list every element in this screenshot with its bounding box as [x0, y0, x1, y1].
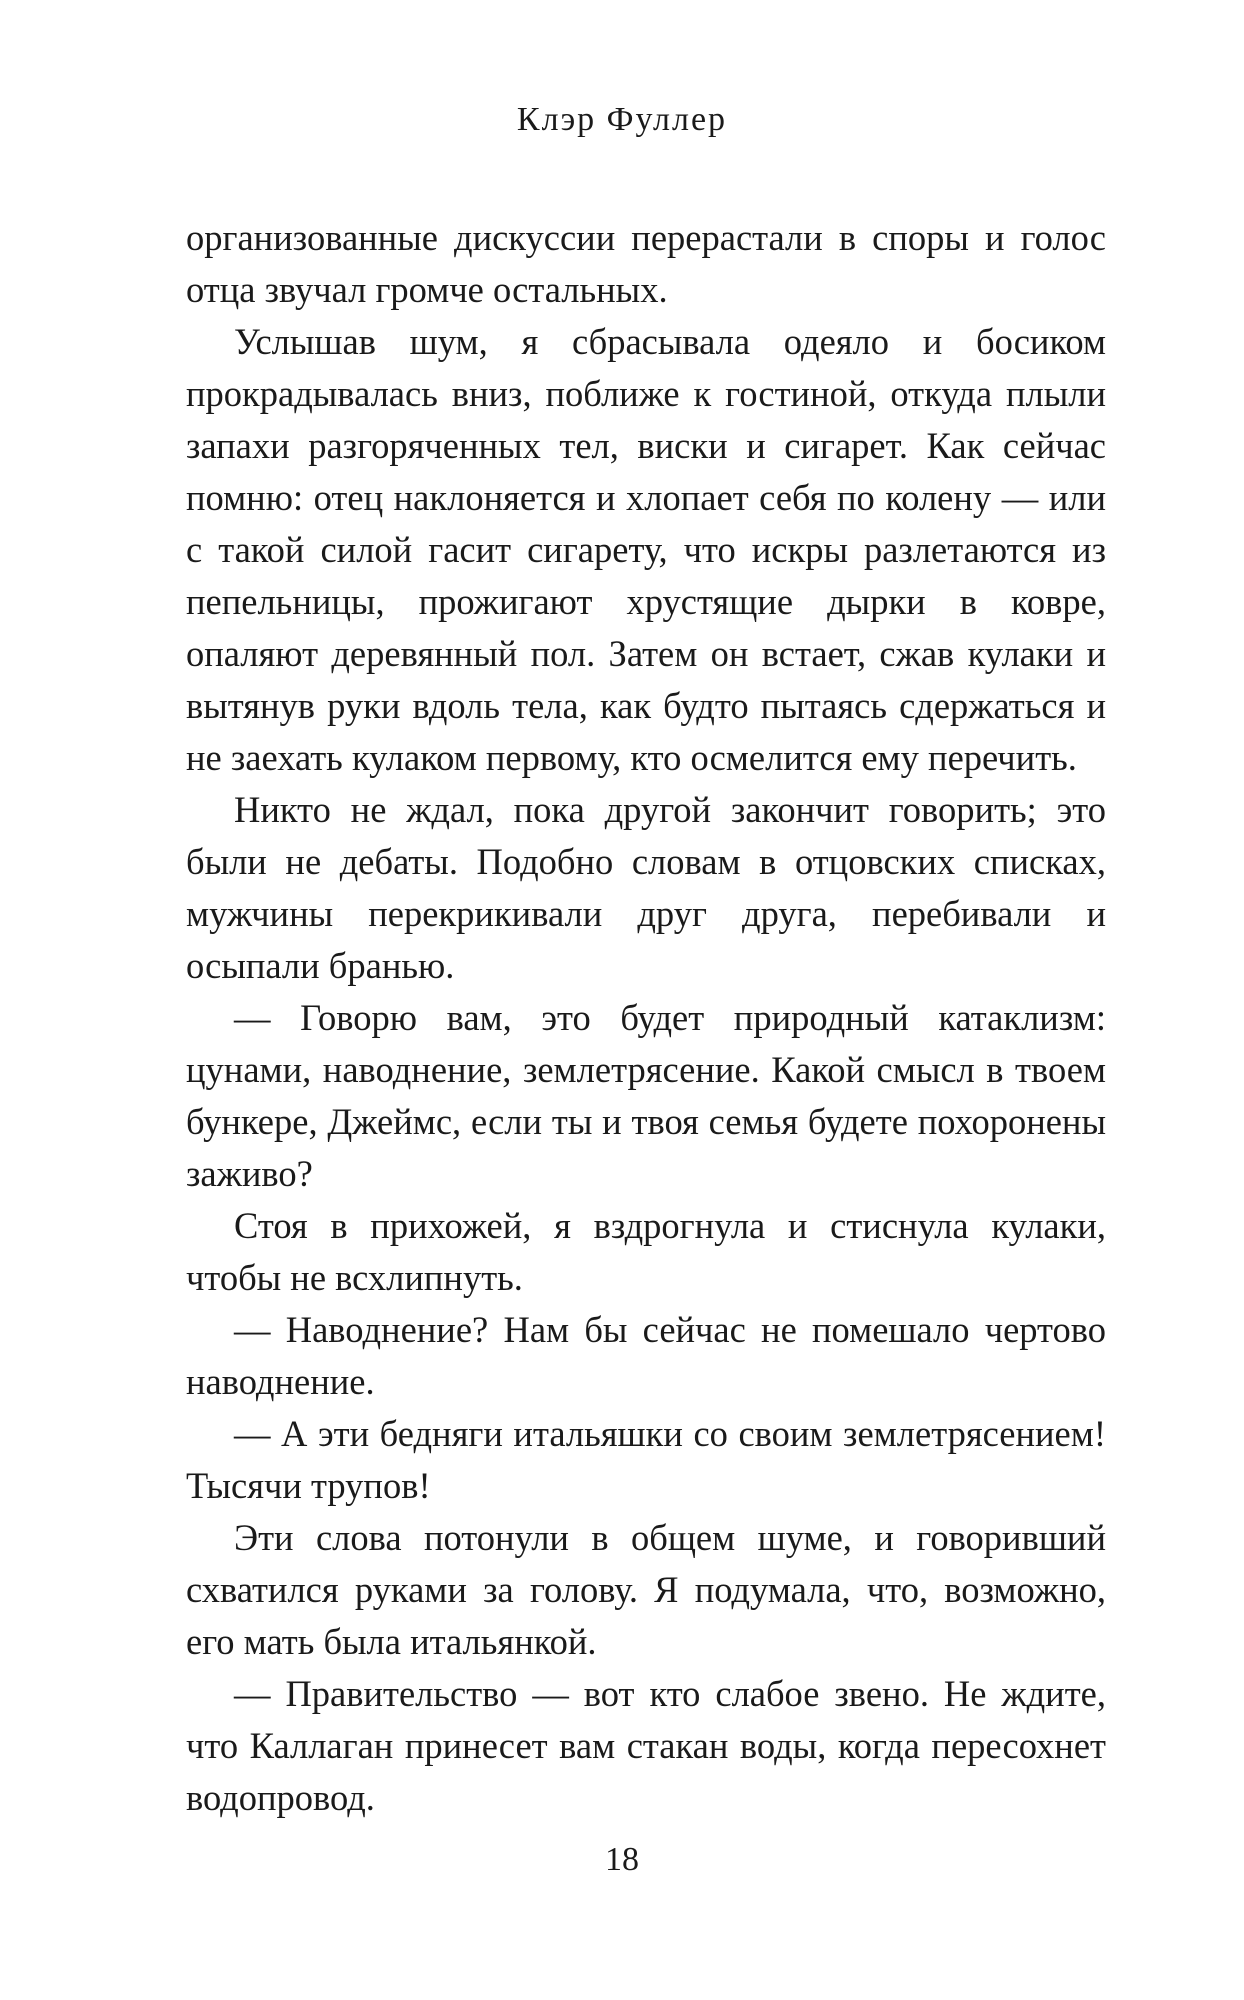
paragraph-8: Эти слова потонули в общем шуме, и говоривший схватился руками за голову. Я подумала, что, возможно, его мать была итальянкой. — [186, 1517, 1106, 1662]
paragraph-7: — А эти бедняги итальяшки со своим землетрясением! Тысячи трупов! — [186, 1413, 1106, 1506]
page-number: 18 — [605, 1841, 639, 1878]
paragraph-9: — Правительство — вот кто слабое звено. Не ждите, что Каллаган принесет вам стакан воды, когда пересохнет водопровод. — [186, 1673, 1106, 1818]
paragraph-1: организованные дискуссии перерастали в споры и голос отца звучал громче остальных. — [186, 217, 1106, 310]
paragraph-2: Услышав шум, я сбрасывала одеяло и босиком прокрадывалась вниз, поближе к гостиной, откуда плыли запахи разгоряченных тел, виски и сигарет. Как сейчас помню: отец наклоняется и хлопает себя по колену — или с такой силой гасит сигарету, что искры разлетаются из пепельницы, прожигают хрустящие дырки в ковре, опаляют деревянный пол. Затем он встает, сжав кулаки и вытянув руки вдоль тела, как будто пытаясь сдержаться и не заехать кулаком первому, кто осмелится ему перечить. — [186, 321, 1106, 778]
running-head: Клэр Фуллер — [516, 101, 728, 138]
paragraph-5: Стоя в прихожей, я вздрогнула и стиснула кулаки, чтобы не всхлипнуть. — [186, 1205, 1106, 1298]
paragraph-4: — Говорю вам, это будет природный катаклизм: цунами, наводнение, землетрясение. Какой смысл в твоем бункере, Джеймс, если ты и твоя семья будете похоронены заживо? — [186, 997, 1106, 1194]
paragraph-3: Никто не ждал, пока другой закончит говорить; это были не дебаты. Подобно словам в отцовских списках, мужчины перекрикивали друг друга, перебивали и осыпали бранью. — [186, 789, 1106, 986]
paragraph-6: — Наводнение? Нам бы сейчас не помешало чертово наводнение. — [186, 1309, 1106, 1402]
body-text — [186, 212, 1106, 1824]
